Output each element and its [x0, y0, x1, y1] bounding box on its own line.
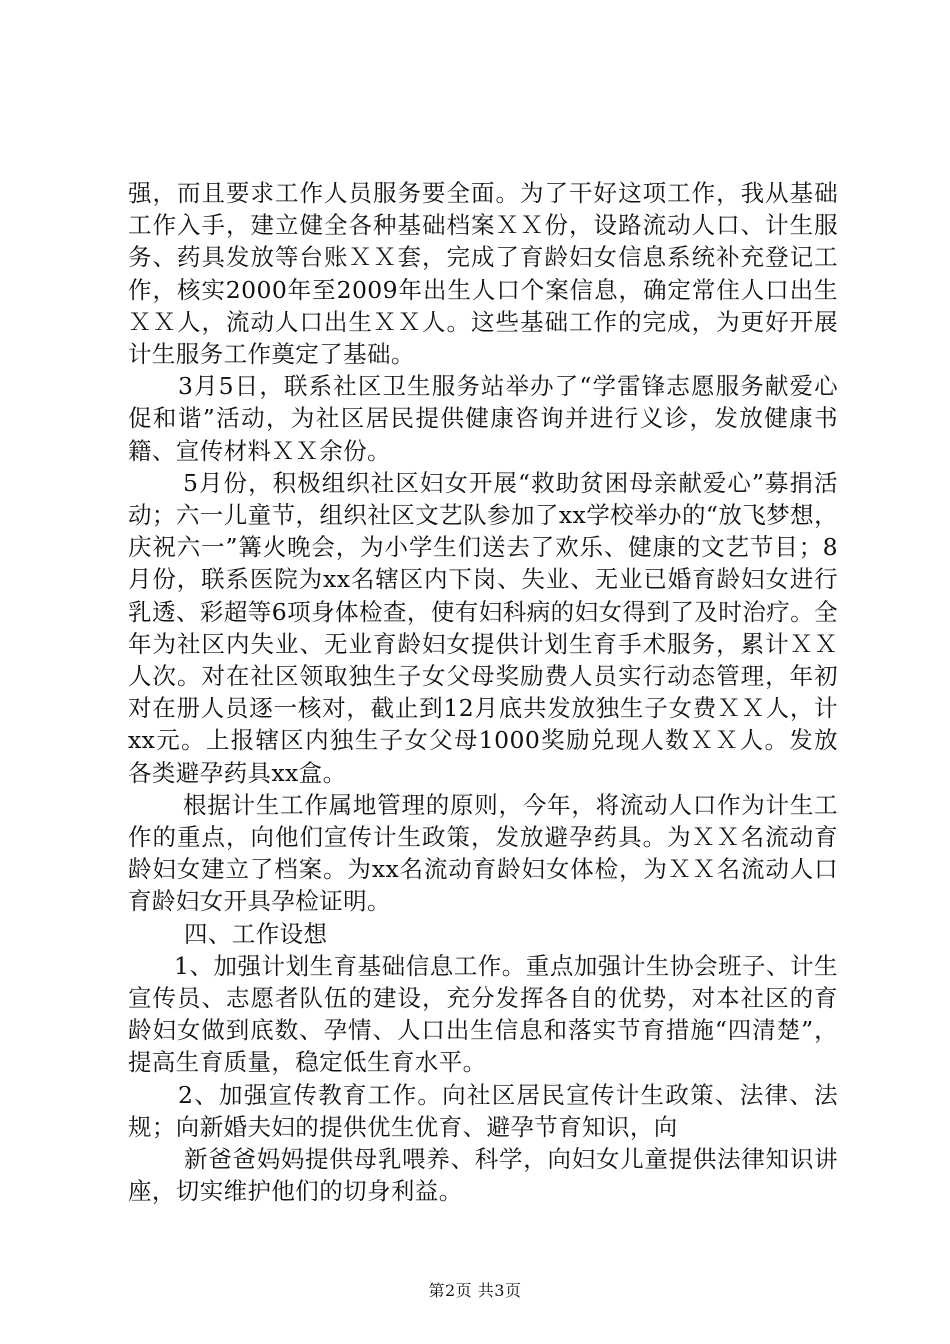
paragraph-plan-item-1: 1、加强计划生育基础信息工作。重点加强计生协会班子、计生宣传员、志愿者队伍的建设，充分发挥各自的优势，对本社区的育龄妇女做到底数、孕情、人口出生信息和落实节育措施“四清楚”，提高生育质量，稳定低生育水平。 [128, 951, 838, 1077]
paragraph-floating-population: 根据计生工作属地管理的原则，今年，将流动人口作为计生工作的重点，向他们宣传计生政策，发放避孕药具。为ＸＸ名流动育龄妇女建立了档案。为xx名流动育龄妇女体检，为ＸＸ名流动人口育龄妇女开具孕检证明。 [128, 790, 838, 916]
section-heading-work-plans: 四、工作设想 [184, 919, 328, 948]
document-body [128, 177, 838, 1208]
paragraph-plan-item-2: 2、加强宣传教育工作。向社区居民宣传计生政策、法律、法规；向新婚夫妇的提供优生优育、避孕节育知识，向 [128, 1080, 838, 1141]
paragraph-march-event: 3月5日，联系社区卫生服务站举办了“学雷锋志愿服务献爱心促和谐”活动，为社区居民提供健康咨询并进行义诊，发放健康书籍、宣传材料ＸＸ余份。 [128, 372, 838, 465]
paragraph-basic-work: 强，而且要求工作人员服务要全面。为了干好这项工作，我从基础工作入手，建立健全各种基础档案ＸＸ份，设路流动人口、计生服务、药具发放等台账ＸＸ套，完成了育龄妇女信息系统补充登记工作，核实2000年至2009年出生人口个案信息，确定常住人口出生ＸＸ人，流动人口出生ＸＸ人。这些基础工作的完成，为更好开展计生服务工作奠定了基础。 [128, 179, 838, 369]
paragraph-may-activities: 5月份，积极组织社区妇女开展“救助贫困母亲献爱心”募捐活动；六一儿童节，组织社区文艺队参加了xx学校举办的“放飞梦想，庆祝六一”篝火晚会，为小学生们送去了欢乐、健康的文艺节目；8月份，联系医院为xx名辖区内下岗、失业、无业已婚育龄妇女进行乳透、彩超等6项身体检查，使有妇科病的妇女得到了及时治疗。全年为社区内失业、无业育龄妇女提供计划生育手术服务，累计ＸＸ人次。对在社区领取独生子女父母奖励费人员实行动态管理，年初对在册人员逐一核对，截止到12月底共发放独生子女费ＸＸ人，计xx元。上报辖区内独生子女父母1000奖励兑现人数ＸＸ人。发放各类避孕药具xx盒。 [128, 468, 838, 787]
page-number-footer: 第2页 共3页 [428, 1281, 522, 1300]
paragraph-plan-item-2-continued: 新爸爸妈妈提供母乳喂养、科学，向妇女儿童提供法律知识讲座，切实维护他们的切身利益。 [128, 1145, 838, 1206]
